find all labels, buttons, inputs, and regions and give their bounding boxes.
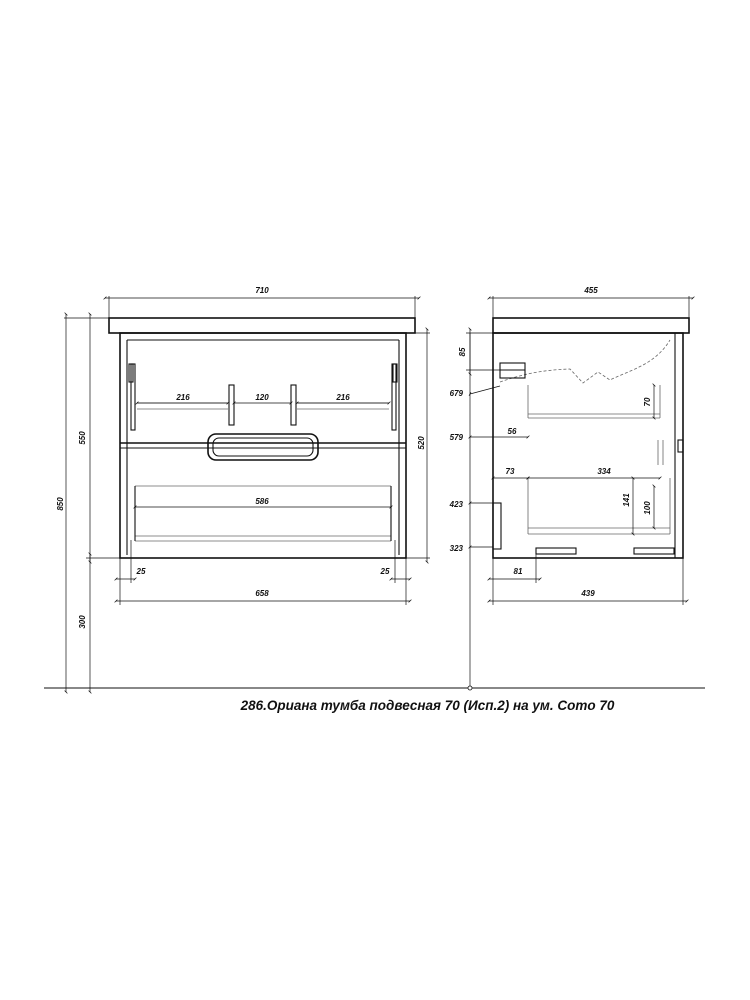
dim-216-left: 216	[176, 393, 190, 402]
dim-439: 439	[581, 589, 595, 598]
side-countertop	[493, 318, 689, 333]
dim-550: 550	[78, 431, 87, 445]
front-countertop	[109, 318, 415, 333]
dim-25-left: 25	[136, 567, 146, 576]
front-view	[56, 286, 430, 692]
dim-141: 141	[622, 493, 631, 507]
drawing-caption: 286.Ориана тумба подвесная 70 (Исп.2) на ум. Como 70	[240, 698, 615, 713]
side-view	[449, 286, 693, 690]
dim-216-right: 216	[336, 393, 350, 402]
dim-300: 300	[78, 615, 87, 629]
dim-423: 423	[449, 500, 463, 509]
dim-710: 710	[255, 286, 269, 295]
dim-120: 120	[255, 393, 269, 402]
dim-81: 81	[513, 567, 523, 576]
dim-100: 100	[643, 501, 652, 515]
dim-70: 70	[643, 397, 652, 407]
side-cabinet-body	[493, 333, 683, 558]
dim-850: 850	[56, 497, 65, 511]
dim-85: 85	[458, 347, 467, 357]
front-cabinet-body	[120, 333, 406, 558]
dim-658: 658	[255, 589, 269, 598]
dim-56: 56	[507, 427, 517, 436]
dim-25-right: 25	[380, 567, 390, 576]
dim-586: 586	[255, 497, 269, 506]
dim-323: 323	[449, 544, 463, 553]
dim-334: 334	[597, 467, 611, 476]
dim-73: 73	[505, 467, 515, 476]
dim-679: 679	[449, 389, 463, 398]
dim-520: 520	[417, 436, 426, 450]
dim-579: 579	[449, 433, 463, 442]
dim-455: 455	[584, 286, 598, 295]
